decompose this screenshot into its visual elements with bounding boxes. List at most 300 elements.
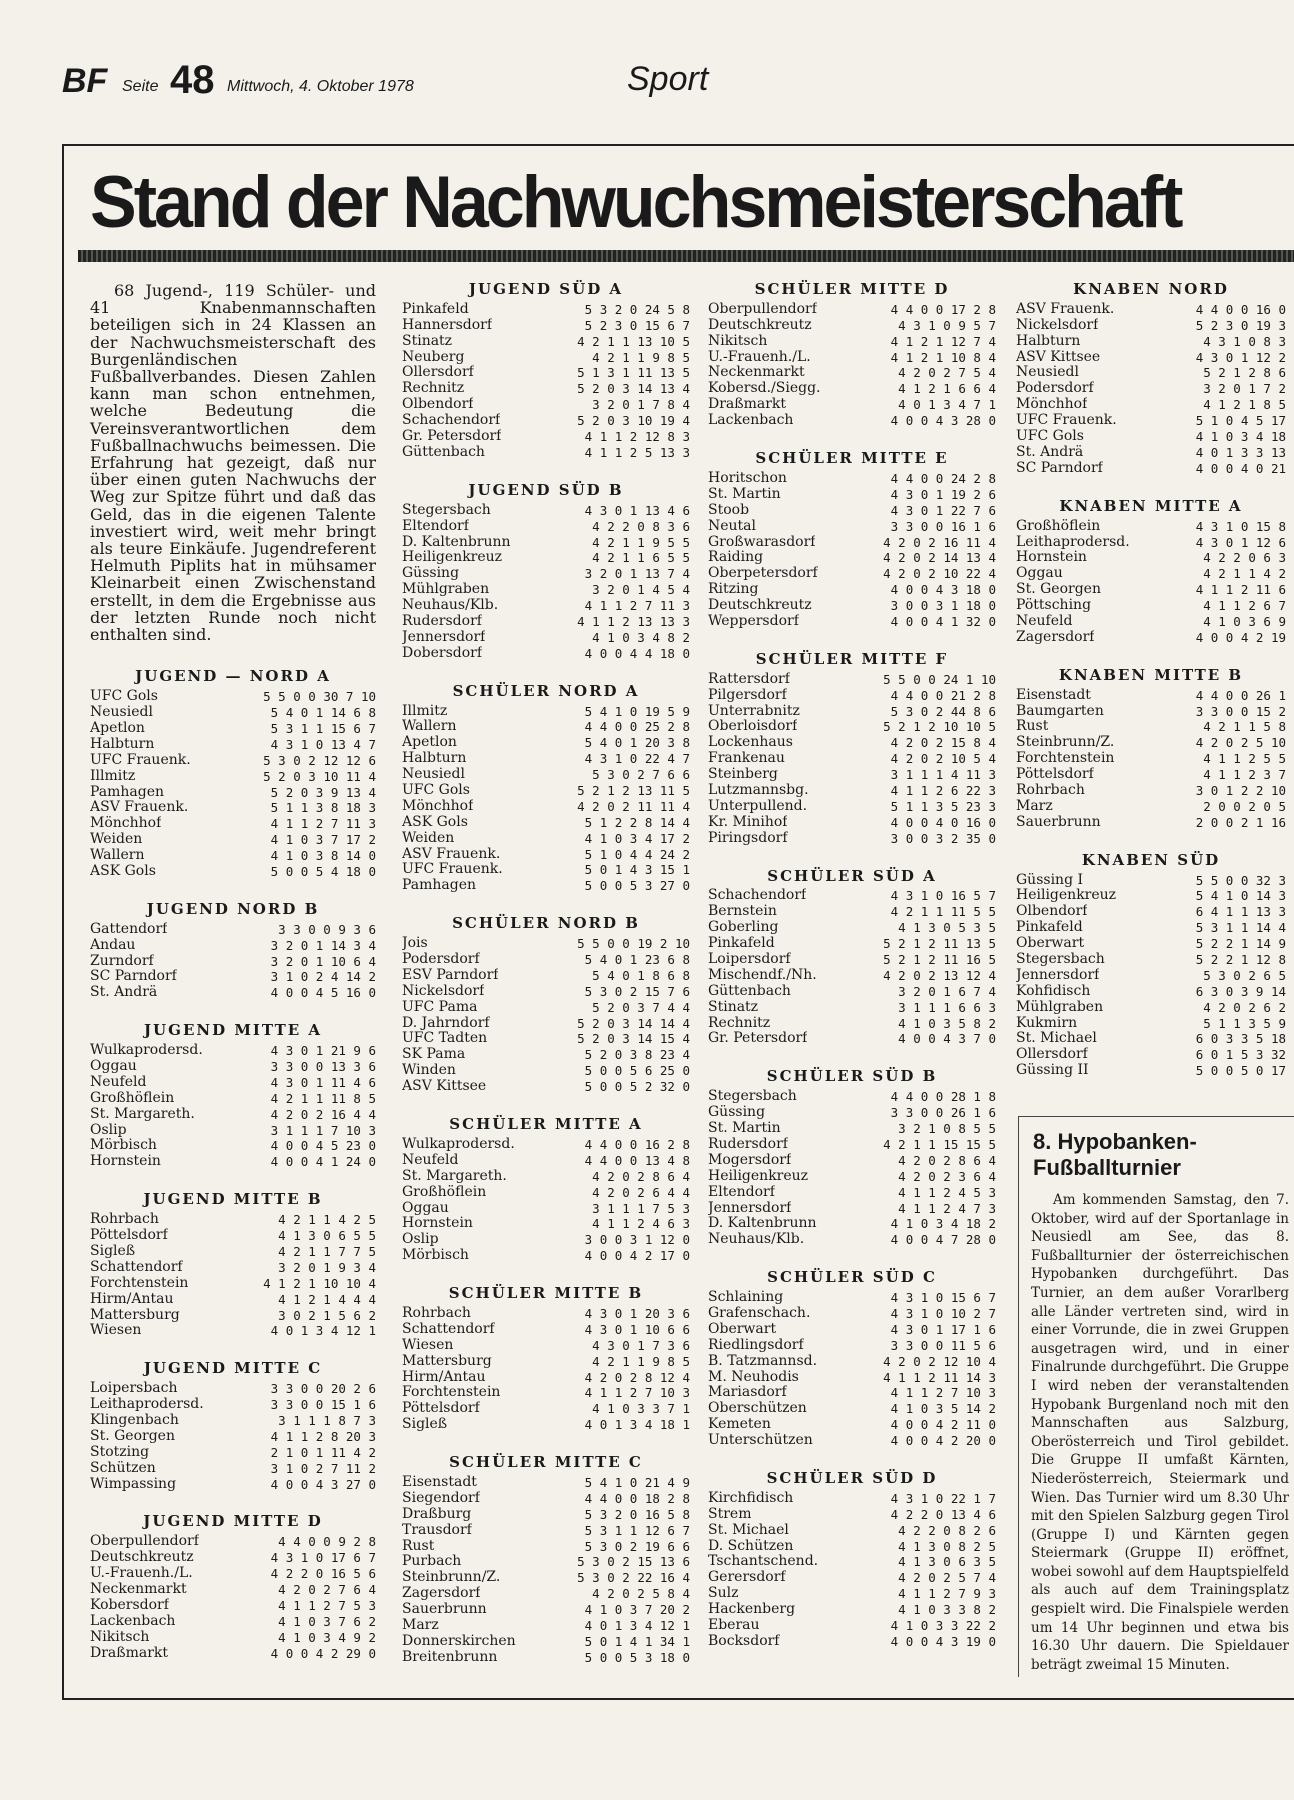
team-name: Zagersdorf — [402, 1586, 481, 1602]
team-stats: 4 1 0 3 5 14 2 — [890, 1401, 996, 1417]
team-stats: 5 2 1 2 8 6 — [1203, 365, 1286, 381]
team-name: Leithaprodersd. — [1016, 534, 1130, 550]
table-row — [90, 753, 376, 769]
team-stats: 3 2 0 1 9 3 4 — [278, 1259, 376, 1275]
team-name: ASV Kittsee — [402, 1079, 487, 1095]
team-stats: 5 0 1 4 1 34 1 — [584, 1633, 690, 1649]
team-name: Unterrabnitz — [708, 703, 800, 719]
table-row — [90, 769, 376, 785]
team-stats: 4 3 0 1 7 3 6 — [592, 1337, 690, 1353]
team-name: Kukmirn — [1016, 1015, 1078, 1031]
table-row — [1016, 302, 1286, 318]
team-stats: 3 0 2 1 5 6 2 — [278, 1307, 376, 1323]
table-row — [90, 1445, 376, 1461]
team-name: Loipersdorf — [708, 952, 791, 968]
table-row — [708, 719, 996, 735]
table-title: JUGEND MITTE C — [143, 1359, 323, 1378]
team-stats: 4 2 1 1 11 8 5 — [270, 1090, 376, 1106]
team-stats: 4 2 0 2 15 8 4 — [890, 735, 996, 751]
team-name: Lockenhaus — [708, 735, 793, 751]
table-title: SCHÜLER SÜD B — [766, 1067, 938, 1086]
table-row — [402, 397, 690, 413]
section-name: Sport — [627, 60, 709, 98]
team-name: Wiesen — [90, 1323, 142, 1339]
team-name: Forchtenstein — [90, 1275, 189, 1291]
team-name: Deutschkreutz — [708, 598, 812, 614]
table-row — [1016, 318, 1286, 334]
column-3 — [708, 282, 996, 1672]
table-row — [90, 1413, 376, 1429]
team-name: Schützen — [90, 1460, 156, 1476]
team-name: UFC Gols — [1016, 429, 1084, 445]
team-stats: 5 4 1 0 19 5 9 — [584, 703, 690, 719]
team-name: Oslip — [402, 1232, 439, 1248]
team-name: Goberling — [708, 920, 779, 936]
table-row — [708, 503, 996, 519]
team-name: Mörbisch — [402, 1248, 469, 1264]
team-name: Kobersd./Siegg. — [708, 381, 821, 397]
table-row — [402, 598, 690, 614]
table-title: SCHÜLER SÜD A — [767, 866, 937, 885]
team-stats: 4 2 0 2 14 13 4 — [883, 550, 996, 566]
team-name: SC Parndorf — [90, 969, 177, 985]
team-name: Halbturn — [402, 751, 467, 767]
table-row — [708, 735, 996, 751]
team-name: Schattendorf — [402, 1321, 495, 1337]
team-stats: 4 4 0 0 13 4 8 — [584, 1152, 690, 1168]
table-row — [708, 1602, 996, 1618]
standings-table — [402, 1455, 690, 1666]
standings-table — [402, 1286, 690, 1433]
table-row — [90, 1582, 376, 1598]
team-stats: 4 1 3 0 8 2 5 — [898, 1538, 996, 1554]
team-name: Loipersbach — [90, 1381, 178, 1397]
team-name: Draßmarkt — [708, 397, 787, 413]
team-stats: 2 0 0 2 1 16 — [1195, 814, 1286, 830]
team-name: Pinkafeld — [708, 936, 775, 952]
team-name: Nickelsdorf — [402, 983, 485, 999]
table-row — [708, 1401, 996, 1417]
team-name: Schachendorf — [402, 413, 501, 429]
table-row — [1016, 550, 1286, 566]
team-stats: 3 1 1 1 7 10 3 — [270, 1122, 376, 1138]
team-stats: 4 0 1 3 4 7 1 — [898, 397, 996, 413]
team-name: Rattersdorf — [708, 671, 790, 687]
team-name: Sauerbrunn — [402, 1602, 487, 1618]
team-name: Dobersdorf — [402, 645, 483, 661]
table-row — [402, 1539, 690, 1555]
team-stats: 4 3 1 0 15 8 — [1195, 518, 1286, 534]
team-stats: 4 1 2 1 10 8 4 — [890, 349, 996, 365]
box-title: 8. Hypobanken-Fußballturnier — [1033, 1129, 1197, 1180]
team-name: Mogersdorf — [708, 1152, 792, 1168]
team-stats: 5 2 0 3 14 14 4 — [577, 1015, 690, 1031]
team-stats: 4 2 0 2 8 12 4 — [584, 1369, 690, 1385]
table-row — [708, 1618, 996, 1634]
team-stats: 5 1 1 3 8 18 3 — [270, 800, 376, 816]
team-stats: 5 3 1 1 12 6 7 — [584, 1522, 690, 1538]
team-stats: 4 2 0 2 12 10 4 — [883, 1353, 996, 1369]
hypobanken-article — [1018, 1116, 1294, 1677]
table-row — [708, 582, 996, 598]
team-stats: 5 1 0 4 5 17 — [1195, 413, 1286, 429]
table-row — [708, 302, 996, 318]
team-stats: 4 1 0 3 4 9 2 — [278, 1629, 376, 1645]
standings-table — [708, 1468, 996, 1650]
team-stats: 4 1 3 0 5 3 5 — [898, 920, 996, 936]
team-stats: 5 5 0 0 30 7 10 — [263, 689, 376, 705]
team-stats: 4 0 0 4 2 11 0 — [890, 1417, 996, 1433]
table-row — [1016, 968, 1286, 984]
team-name: Rudersdorf — [708, 1136, 788, 1152]
team-name: Kobersdorf — [90, 1597, 169, 1613]
team-name: Steinbrunn/Z. — [1016, 735, 1115, 751]
team-stats: 4 0 0 4 7 28 0 — [890, 1232, 996, 1248]
table-row — [708, 1232, 996, 1248]
team-name: St. Andrä — [90, 985, 158, 1001]
team-name: Siegendorf — [402, 1490, 480, 1506]
team-stats: 5 3 1 1 14 4 — [1195, 920, 1286, 936]
table-row — [90, 832, 376, 848]
team-name: UFC Gols — [90, 689, 158, 705]
table-row — [402, 719, 690, 735]
team-name: D. Jahrndorf — [402, 1015, 490, 1031]
team-name: Neufeld — [402, 1152, 459, 1168]
team-stats: 5 3 0 2 19 6 6 — [584, 1538, 690, 1554]
table-row — [402, 1216, 690, 1232]
team-stats: 4 3 1 0 10 2 7 — [890, 1305, 996, 1321]
team-stats: 4 2 1 1 9 8 5 — [592, 1353, 690, 1369]
standings-table — [402, 1117, 690, 1264]
table-row — [90, 1461, 376, 1477]
team-name: Zurndorf — [90, 953, 154, 969]
team-stats: 4 1 1 2 4 6 3 — [592, 1216, 690, 1232]
team-name: Oslip — [90, 1122, 127, 1138]
team-stats: 4 1 0 3 8 14 0 — [270, 848, 376, 864]
table-title: JUGEND MITTE D — [143, 1512, 323, 1531]
table-row — [90, 848, 376, 864]
team-name: Oberwart — [1016, 936, 1085, 952]
table-title: KNABEN SÜD — [1081, 850, 1221, 869]
table-row — [708, 815, 996, 831]
team-stats: 4 2 0 2 6 2 — [1203, 999, 1286, 1015]
team-name: Riedlingsdorf — [708, 1337, 804, 1353]
team-name: ASK Gols — [402, 814, 468, 830]
team-name: Stinatz — [402, 333, 453, 349]
standings-table — [90, 1514, 376, 1661]
team-stats: 5 3 0 2 15 7 6 — [584, 983, 690, 999]
table-row — [90, 1534, 376, 1550]
team-stats: 4 1 1 2 7 10 3 — [584, 1385, 690, 1401]
team-stats: 4 2 0 2 3 6 4 — [898, 1168, 996, 1184]
table-row — [402, 767, 690, 783]
table-title: SCHÜLER SÜD C — [767, 1268, 937, 1287]
standings-table — [1016, 850, 1286, 1079]
table-row — [1016, 350, 1286, 366]
table-row — [90, 800, 376, 816]
table-row — [402, 878, 690, 894]
team-name: Oggau — [402, 1200, 449, 1216]
table-row — [402, 936, 690, 952]
team-stats: 4 3 0 1 12 2 — [1195, 349, 1286, 365]
team-stats: 5 2 3 0 15 6 7 — [584, 317, 690, 333]
team-stats: 5 1 1 3 5 23 3 — [890, 798, 996, 814]
table-row — [402, 783, 690, 799]
team-name: St. Martin — [708, 1121, 781, 1137]
team-name: Deutschkreutz — [708, 317, 812, 333]
table-row — [708, 318, 996, 334]
team-name: Mariasdorf — [708, 1385, 787, 1401]
team-stats: 5 3 0 2 15 13 6 — [577, 1554, 690, 1570]
table-row — [1016, 582, 1286, 598]
table-row — [708, 1507, 996, 1523]
team-stats: 4 4 0 0 18 2 8 — [584, 1490, 690, 1506]
team-name: Jennersdorf — [402, 629, 486, 645]
table-row — [708, 1185, 996, 1201]
team-name: Eltendorf — [708, 1184, 775, 1200]
table-row — [90, 864, 376, 880]
table-row — [402, 503, 690, 519]
team-stats: 4 2 0 2 10 22 4 — [883, 566, 996, 582]
table-row — [1016, 751, 1286, 767]
headline-rule — [78, 250, 1294, 262]
table-row — [402, 1322, 690, 1338]
team-stats: 5 4 1 0 21 4 9 — [584, 1475, 690, 1490]
team-name: Rudersdorf — [402, 613, 482, 629]
issue-date: Mittwoch, 4. Oktober 1978 — [227, 78, 414, 95]
table-row — [90, 1260, 376, 1276]
team-stats: 6 0 1 5 3 32 — [1195, 1047, 1286, 1063]
table-row — [708, 799, 996, 815]
team-name: Sulz — [708, 1586, 739, 1602]
table-row — [402, 550, 690, 566]
team-stats: 5 3 2 0 24 5 8 — [584, 301, 690, 317]
team-stats: 4 3 1 0 22 4 7 — [584, 751, 690, 767]
team-name: Frankenau — [708, 751, 785, 767]
standings-table — [90, 899, 376, 1001]
team-stats: 3 2 0 1 6 7 4 — [898, 983, 996, 999]
team-name: Hannersdorf — [402, 317, 493, 333]
table-row — [1016, 735, 1286, 751]
team-stats: 5 3 0 2 12 12 6 — [263, 752, 376, 768]
team-name: Bernstein — [708, 904, 777, 920]
team-stats: 5 0 0 5 4 18 0 — [270, 863, 376, 879]
team-stats: 5 4 1 0 14 3 — [1195, 888, 1286, 904]
team-name: Apetlon — [90, 720, 145, 736]
team-name: Hornstein — [402, 1216, 473, 1232]
team-name: Breitenbrunn — [402, 1649, 498, 1665]
table-row — [90, 969, 376, 985]
team-name: Piringsdorf — [708, 830, 788, 846]
team-name: Leithaprodersd. — [90, 1397, 204, 1413]
team-stats: 3 1 0 2 7 11 2 — [270, 1460, 376, 1476]
table-row — [402, 1000, 690, 1016]
team-name: U.-Frauenh./L. — [708, 349, 811, 365]
table-row — [1016, 445, 1286, 461]
table-row — [402, 704, 690, 720]
team-stats: 5 2 0 3 10 11 4 — [263, 768, 376, 784]
team-name: Pamhagen — [90, 784, 165, 800]
team-stats: 5 2 1 2 11 13 5 — [883, 936, 996, 952]
team-stats: 2 1 0 1 11 4 2 — [270, 1444, 376, 1460]
table-title: SCHÜLER MITTE F — [755, 649, 949, 668]
team-name: Neuhaus/Klb. — [708, 1232, 805, 1248]
team-name: ASV Frauenk. — [402, 846, 501, 862]
table-row — [708, 1385, 996, 1401]
team-stats: 3 3 0 0 11 5 6 — [890, 1337, 996, 1353]
team-stats: 4 2 0 2 13 12 4 — [883, 967, 996, 983]
table-row — [402, 1232, 690, 1248]
team-name: Rohrbach — [1016, 782, 1085, 798]
team-name: Marz — [402, 1618, 439, 1634]
team-name: UFC Frauenk. — [1016, 413, 1117, 429]
table-row — [90, 922, 376, 938]
team-name: Güttenbach — [708, 983, 791, 999]
team-name: Podersdorf — [1016, 381, 1094, 397]
table-row — [708, 751, 996, 767]
table-row — [1016, 535, 1286, 551]
team-stats: 5 3 2 0 16 5 8 — [584, 1506, 690, 1522]
table-row — [708, 952, 996, 968]
table-title: KNABEN MITTE B — [1058, 665, 1244, 684]
team-name: Zagersdorf — [1016, 629, 1095, 645]
team-name: UFC Frauenk. — [402, 862, 503, 878]
table-row — [708, 831, 996, 847]
team-stats: 4 2 0 2 8 6 4 — [592, 1168, 690, 1184]
team-stats: 5 1 0 4 4 24 2 — [584, 846, 690, 862]
table-title: SCHÜLER MITTE E — [755, 449, 949, 468]
team-name: Güssing — [708, 1105, 766, 1121]
table-row — [402, 302, 690, 318]
table-row — [90, 1138, 376, 1154]
table-row — [1016, 719, 1286, 735]
standings-table — [402, 282, 690, 461]
standings-table — [90, 1361, 376, 1492]
team-name: Horitschon — [708, 470, 787, 486]
team-name: Heiligenkreuz — [1016, 888, 1117, 904]
standings-table — [708, 451, 996, 630]
table-row — [708, 1000, 996, 1016]
table-row — [708, 1354, 996, 1370]
table-row — [402, 614, 690, 630]
team-name: Neckenmarkt — [90, 1582, 187, 1597]
team-name: Hornstein — [90, 1154, 161, 1170]
team-name: Stegersbach — [1016, 952, 1105, 968]
team-name: Pilgersdorf — [708, 687, 787, 703]
team-name: M. Neuhodis — [708, 1369, 799, 1385]
team-name: Mattersburg — [90, 1307, 180, 1323]
table-row — [402, 1554, 690, 1570]
team-stats: 4 0 0 4 5 16 0 — [270, 985, 376, 1001]
team-stats: 5 4 0 1 23 6 8 — [584, 952, 690, 968]
team-stats: 5 2 0 3 9 13 4 — [270, 784, 376, 800]
team-stats: 4 1 3 0 6 5 5 — [278, 1228, 376, 1244]
team-stats: 4 0 0 4 5 23 0 — [270, 1138, 376, 1154]
team-name: Oberpullendorf — [90, 1534, 199, 1550]
team-name: Weppersdorf — [708, 613, 799, 629]
team-stats: 4 0 0 4 0 21 — [1195, 460, 1286, 476]
team-name: Marz — [1016, 798, 1053, 814]
table-title: SCHÜLER MITTE C — [449, 1453, 643, 1472]
team-stats: 4 0 0 4 1 32 0 — [890, 613, 996, 629]
team-name: Mörbisch — [90, 1138, 157, 1154]
team-stats: 6 4 1 1 13 3 — [1195, 904, 1286, 920]
team-stats: 4 3 0 1 10 6 6 — [584, 1321, 690, 1337]
column-1 — [90, 282, 376, 1683]
table-row — [402, 968, 690, 984]
team-stats: 4 1 1 2 5 13 3 — [584, 444, 690, 460]
team-stats: 4 1 2 1 4 4 4 — [278, 1291, 376, 1307]
team-stats: 4 0 1 3 4 18 1 — [584, 1417, 690, 1433]
table-row — [402, 365, 690, 381]
team-stats: 5 5 0 0 32 3 — [1195, 872, 1286, 888]
team-name: Pöttelsdorf — [90, 1228, 168, 1244]
table-row — [1016, 688, 1286, 704]
table-row — [402, 1201, 690, 1217]
team-name: Hornstein — [1016, 550, 1087, 566]
table-row — [1016, 566, 1286, 582]
table-row — [708, 1417, 996, 1433]
table-row — [402, 1602, 690, 1618]
standings-table — [708, 1069, 996, 1248]
team-stats: 4 1 1 2 8 20 3 — [270, 1428, 376, 1444]
table-row — [1016, 1016, 1286, 1032]
team-stats: 4 1 1 2 7 9 3 — [898, 1586, 996, 1602]
team-stats: 3 1 1 1 8 7 3 — [278, 1412, 376, 1428]
standings-table — [402, 681, 690, 895]
team-name: St. Margareth. — [402, 1168, 507, 1184]
team-stats: 4 2 2 0 13 4 6 — [890, 1506, 996, 1522]
team-name: Großhöflein — [402, 1184, 487, 1200]
table-row — [708, 888, 996, 904]
team-stats: 3 3 0 0 16 1 6 — [890, 518, 996, 534]
team-name: Draßmarkt — [90, 1645, 169, 1661]
table-row — [708, 1290, 996, 1306]
team-name: Steinbrunn/Z. — [402, 1570, 501, 1586]
team-stats: 4 1 0 3 5 8 2 — [898, 1015, 996, 1031]
table-row — [90, 1107, 376, 1123]
team-stats: 5 3 1 1 15 6 7 — [270, 720, 376, 736]
table-row — [1016, 397, 1286, 413]
team-name: ASK Gols — [90, 863, 156, 879]
team-stats: 4 0 0 4 3 19 0 — [890, 1633, 996, 1649]
table-row — [402, 1385, 690, 1401]
table-row — [708, 1306, 996, 1322]
team-stats: 6 3 0 3 9 14 — [1195, 983, 1286, 999]
table-title: JUGEND SÜD A — [468, 280, 624, 298]
table-row — [90, 1244, 376, 1260]
table-row — [708, 1570, 996, 1586]
table-row — [708, 334, 996, 350]
table-row — [402, 334, 690, 350]
team-stats: 4 0 0 4 2 29 0 — [270, 1645, 376, 1661]
team-stats: 5 2 0 3 14 13 4 — [577, 381, 690, 397]
table-row — [402, 1047, 690, 1063]
team-stats: 5 3 0 2 7 6 6 — [592, 767, 690, 783]
team-stats: 4 1 1 2 11 6 — [1195, 582, 1286, 598]
standings-table — [708, 866, 996, 1048]
standings-table — [402, 916, 690, 1095]
table-row — [708, 688, 996, 704]
team-stats: 4 3 0 1 11 4 6 — [270, 1074, 376, 1090]
team-stats: 4 1 1 2 12 8 3 — [584, 429, 690, 445]
team-stats: 4 0 0 4 3 27 0 — [270, 1476, 376, 1492]
table-row — [402, 1079, 690, 1095]
table-row — [402, 815, 690, 831]
table-row — [402, 350, 690, 366]
team-name: UFC Pama — [402, 999, 478, 1015]
standings-table — [90, 1192, 376, 1339]
